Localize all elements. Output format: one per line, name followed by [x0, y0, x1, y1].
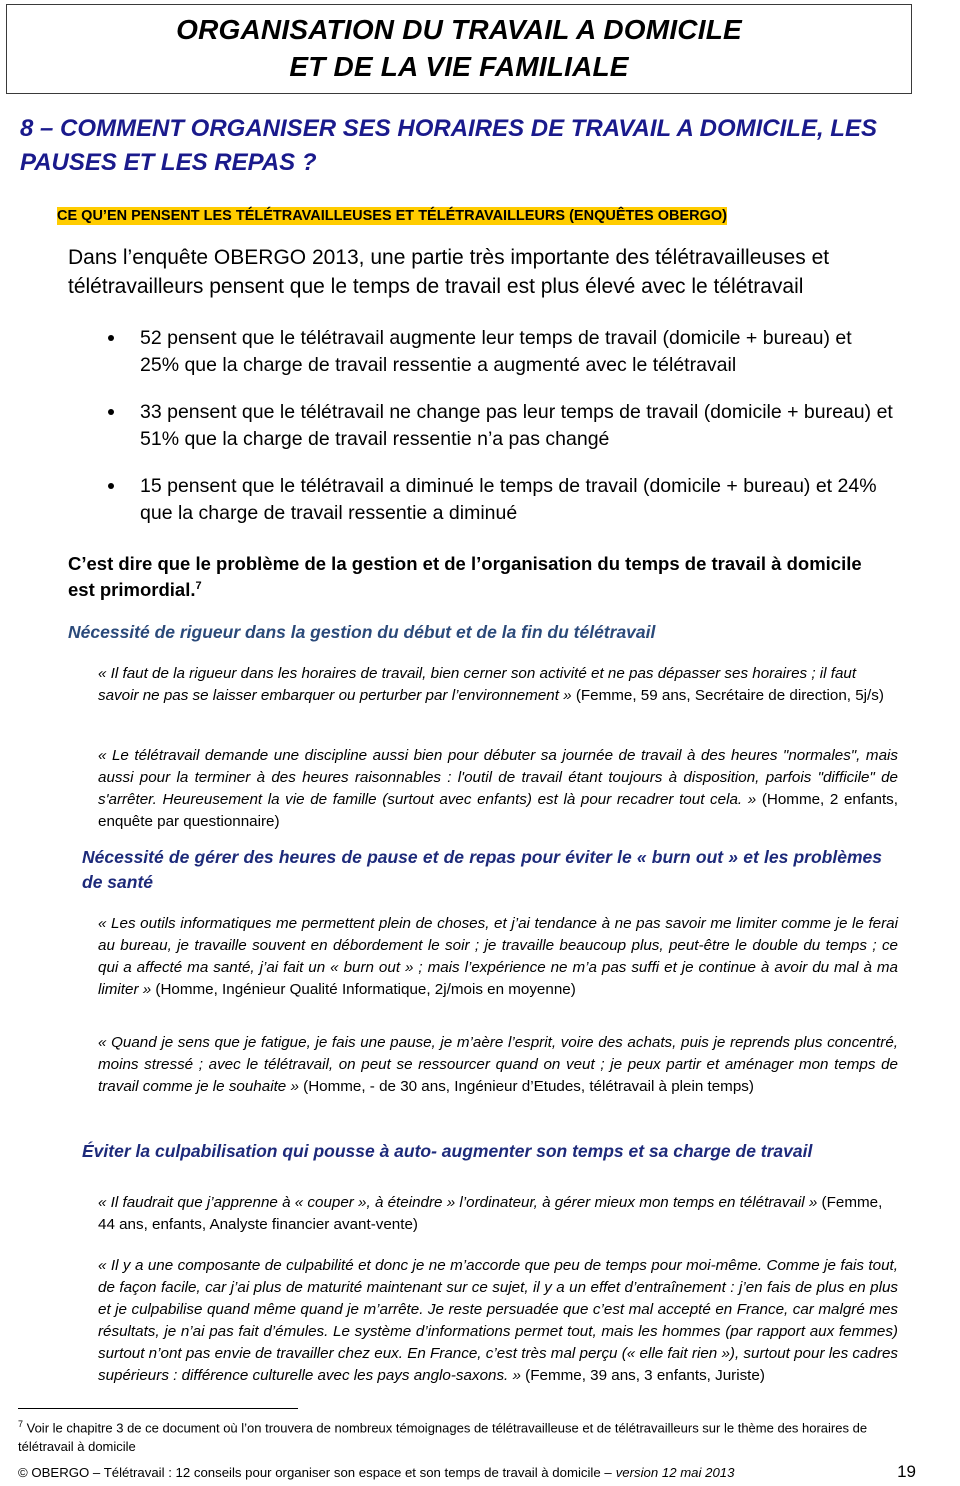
- footnote: [18, 1418, 918, 1456]
- testimonial-quote: [98, 1192, 898, 1236]
- page-footer: [18, 1462, 938, 1482]
- subsection-heading-culpabilisation: Éviter la culpabilisation qui pousse à auto- augmenter son temps et sa charge de travail: [82, 1141, 813, 1161]
- section-heading: 8 – COMMENT ORGANISER SES HORAIRES DE TRAVAIL A DOMICILE, LES PAUSES ET LES REPAS ?: [20, 115, 877, 177]
- document-title-line-2: ET DE LA VIE FAMILIALE: [289, 51, 629, 82]
- testimonial-quote: [98, 913, 898, 1001]
- bullet-dot-icon: [108, 483, 114, 489]
- quote-attribution: (Homme, 2 enfants, enquête par questionnaire): [98, 791, 898, 831]
- quote-body: « Quand je sens que je fatigue, je fais une pause, je m’aère l’esprit, voire des achats, puis je reprends plus concentré, moins stressé ; avec le télétravail, on peut se ressourcer quand on veut ; je peux partir et aménager mon temps de travail comme je le souhaite »: [98, 1034, 898, 1096]
- quote-body: « Il y a une composante de culpabilité et donc je ne m’accorde que peu de temps pour moi-même. Comme je fais tout, de façon facile, car j’ai plus de maturité maintenant sur ce sujet, il y a un effet d’entraînement : j’en fais de plus en plus et je culpabilise quand même quand je m’arrête. Je reste persuadée que c’est mal accepté en France, car malgré mes résultats, je n’ai pas fait d’émules. Le système d’informations permet tout, mais les hommes (par rapport aux femmes) surtout n’ont pas envie de travailler chez eux. En France, c’est très mal perçu (« elle fait rien »), surtout pour les cadres supérieurs : différence culturelle avec les pays anglo-saxons. »: [98, 1257, 898, 1385]
- list-item: [104, 325, 894, 379]
- page-number: 19: [897, 1462, 916, 1481]
- quote-attribution: (Femme, 39 ans, 3 enfants, Juriste): [520, 1367, 765, 1385]
- statistics-bullet-list: [104, 325, 894, 526]
- list-item-text: 33 pensent que le télétravail ne change pas leur temps de travail (domicile + bureau) et 51% que la charge de travail ressentie n’a pas changé: [140, 400, 893, 450]
- subsection-heading-rigueur: Nécessité de rigueur dans la gestion du début et de la fin du télétravail: [68, 622, 656, 642]
- footnote-separator-line: [18, 1408, 298, 1409]
- intro-paragraph: Dans l’enquête OBERGO 2013, une partie très importante des télétravailleuses et télétravailleurs pensent que le temps de travail est plus élevé avec le télétravail: [68, 246, 830, 299]
- footer-copyright-text: © OBERGO – Télétravail : 12 conseils pour organiser son espace et son temps de travail à domicile –: [18, 1465, 612, 1480]
- conclusion-text: C’est dire que le problème de la gestion et de l’organisation du temps de travail à domicile est primordial.: [68, 553, 862, 600]
- footer-version: version 12 mai 2013: [615, 1465, 735, 1480]
- highlight-band-container: [57, 206, 931, 228]
- quote-attribution: (Homme, Ingénieur Qualité Informatique, 2j/mois en moyenne): [151, 981, 576, 999]
- footnote-marker: 7: [18, 1419, 24, 1429]
- highlight-band-text: CE QU’EN PENSENT LES TÉLÉTRAVAILLEUSES ET TÉLÉTRAVAILLEURS (ENQUÊTES OBERGO): [57, 208, 728, 224]
- list-item-text: 52 pensent que le télétravail augmente leur temps de travail (domicile + bureau) et 25% que la charge de travail ressentie a augmenté avec le télétravail: [140, 327, 852, 376]
- footnote-text: Voir le chapitre 3 de ce document où l’on trouvera de nombreux témoignages de télétravailleuse et de télétravailleurs sur le thème des horaires de télétravail à domicile: [18, 1420, 868, 1454]
- document-title-line-1: ORGANISATION DU TRAVAIL A DOMICILE: [176, 14, 742, 46]
- quote-attribution: (Homme, - de 30 ans, Ingénieur d’Etudes, télétravail à plein temps): [298, 1078, 754, 1096]
- conclusion-paragraph: [68, 551, 878, 603]
- bullet-dot-icon: [108, 335, 114, 341]
- testimonial-quote: [98, 1255, 898, 1387]
- list-item: [104, 473, 894, 527]
- bullet-dot-icon: [108, 409, 114, 415]
- footnote-reference-marker: 7: [195, 579, 202, 592]
- testimonial-quote: [98, 745, 898, 833]
- testimonial-quote: [98, 1032, 898, 1098]
- testimonial-quote: [98, 663, 898, 707]
- quote-body: « Les outils informatiques me permettent plein de choses, et j’ai tendance à ne pas savoir me limiter comme je le ferai au bureau, je travaille souvent en débordement le soir ; je travaille beaucoup plus, peut-être le double du temps ; ce qui a affecté ma santé, j’ai fait un « burn out » ; mais l’expérience ne m’a pas suffi et je continue à avoir du mal à ma limiter »: [98, 915, 898, 999]
- quote-body: « Le télétravail demande une discipline aussi bien pour débuter sa journée de travail à des heures "normales", mais aussi pour la terminer à des heures raisonnables : l'outil de travail étant toujours à disposition, parfois "difficile" de s'arrêter. Heureusement la vie de famille (surtout avec enfants) est là pour recadrer tout cela. »: [98, 747, 898, 809]
- quote-attribution: (Femme, 44 ans, enfants, Analyste financier avant-vente): [98, 1194, 883, 1234]
- list-item: [104, 399, 894, 453]
- quote-body: « Il faut de la rigueur dans les horaires de travail, bien cerner son activité et ne pas dépasser ses horaires ; il faut savoir ne pas se laisser embarquer ou perturber par l’environnement »: [98, 665, 857, 705]
- subsection-heading-pauses: Nécessité de gérer des heures de pause et de repas pour éviter le « burn out » et les problèmes de santé: [82, 847, 882, 892]
- quote-attribution: (Femme, 59 ans, Secrétaire de direction, 5j/s): [571, 687, 884, 705]
- document-title-box: [6, 4, 912, 94]
- list-item-text: 15 pensent que le télétravail a diminué le temps de travail (domicile + bureau) et 24% que la charge de travail ressentie a diminué: [140, 474, 877, 524]
- quote-body: « Il faudrait que j’apprenne à « couper », à éteindre » l’ordinateur, à gérer mieux mon temps en télétravail »: [98, 1194, 818, 1211]
